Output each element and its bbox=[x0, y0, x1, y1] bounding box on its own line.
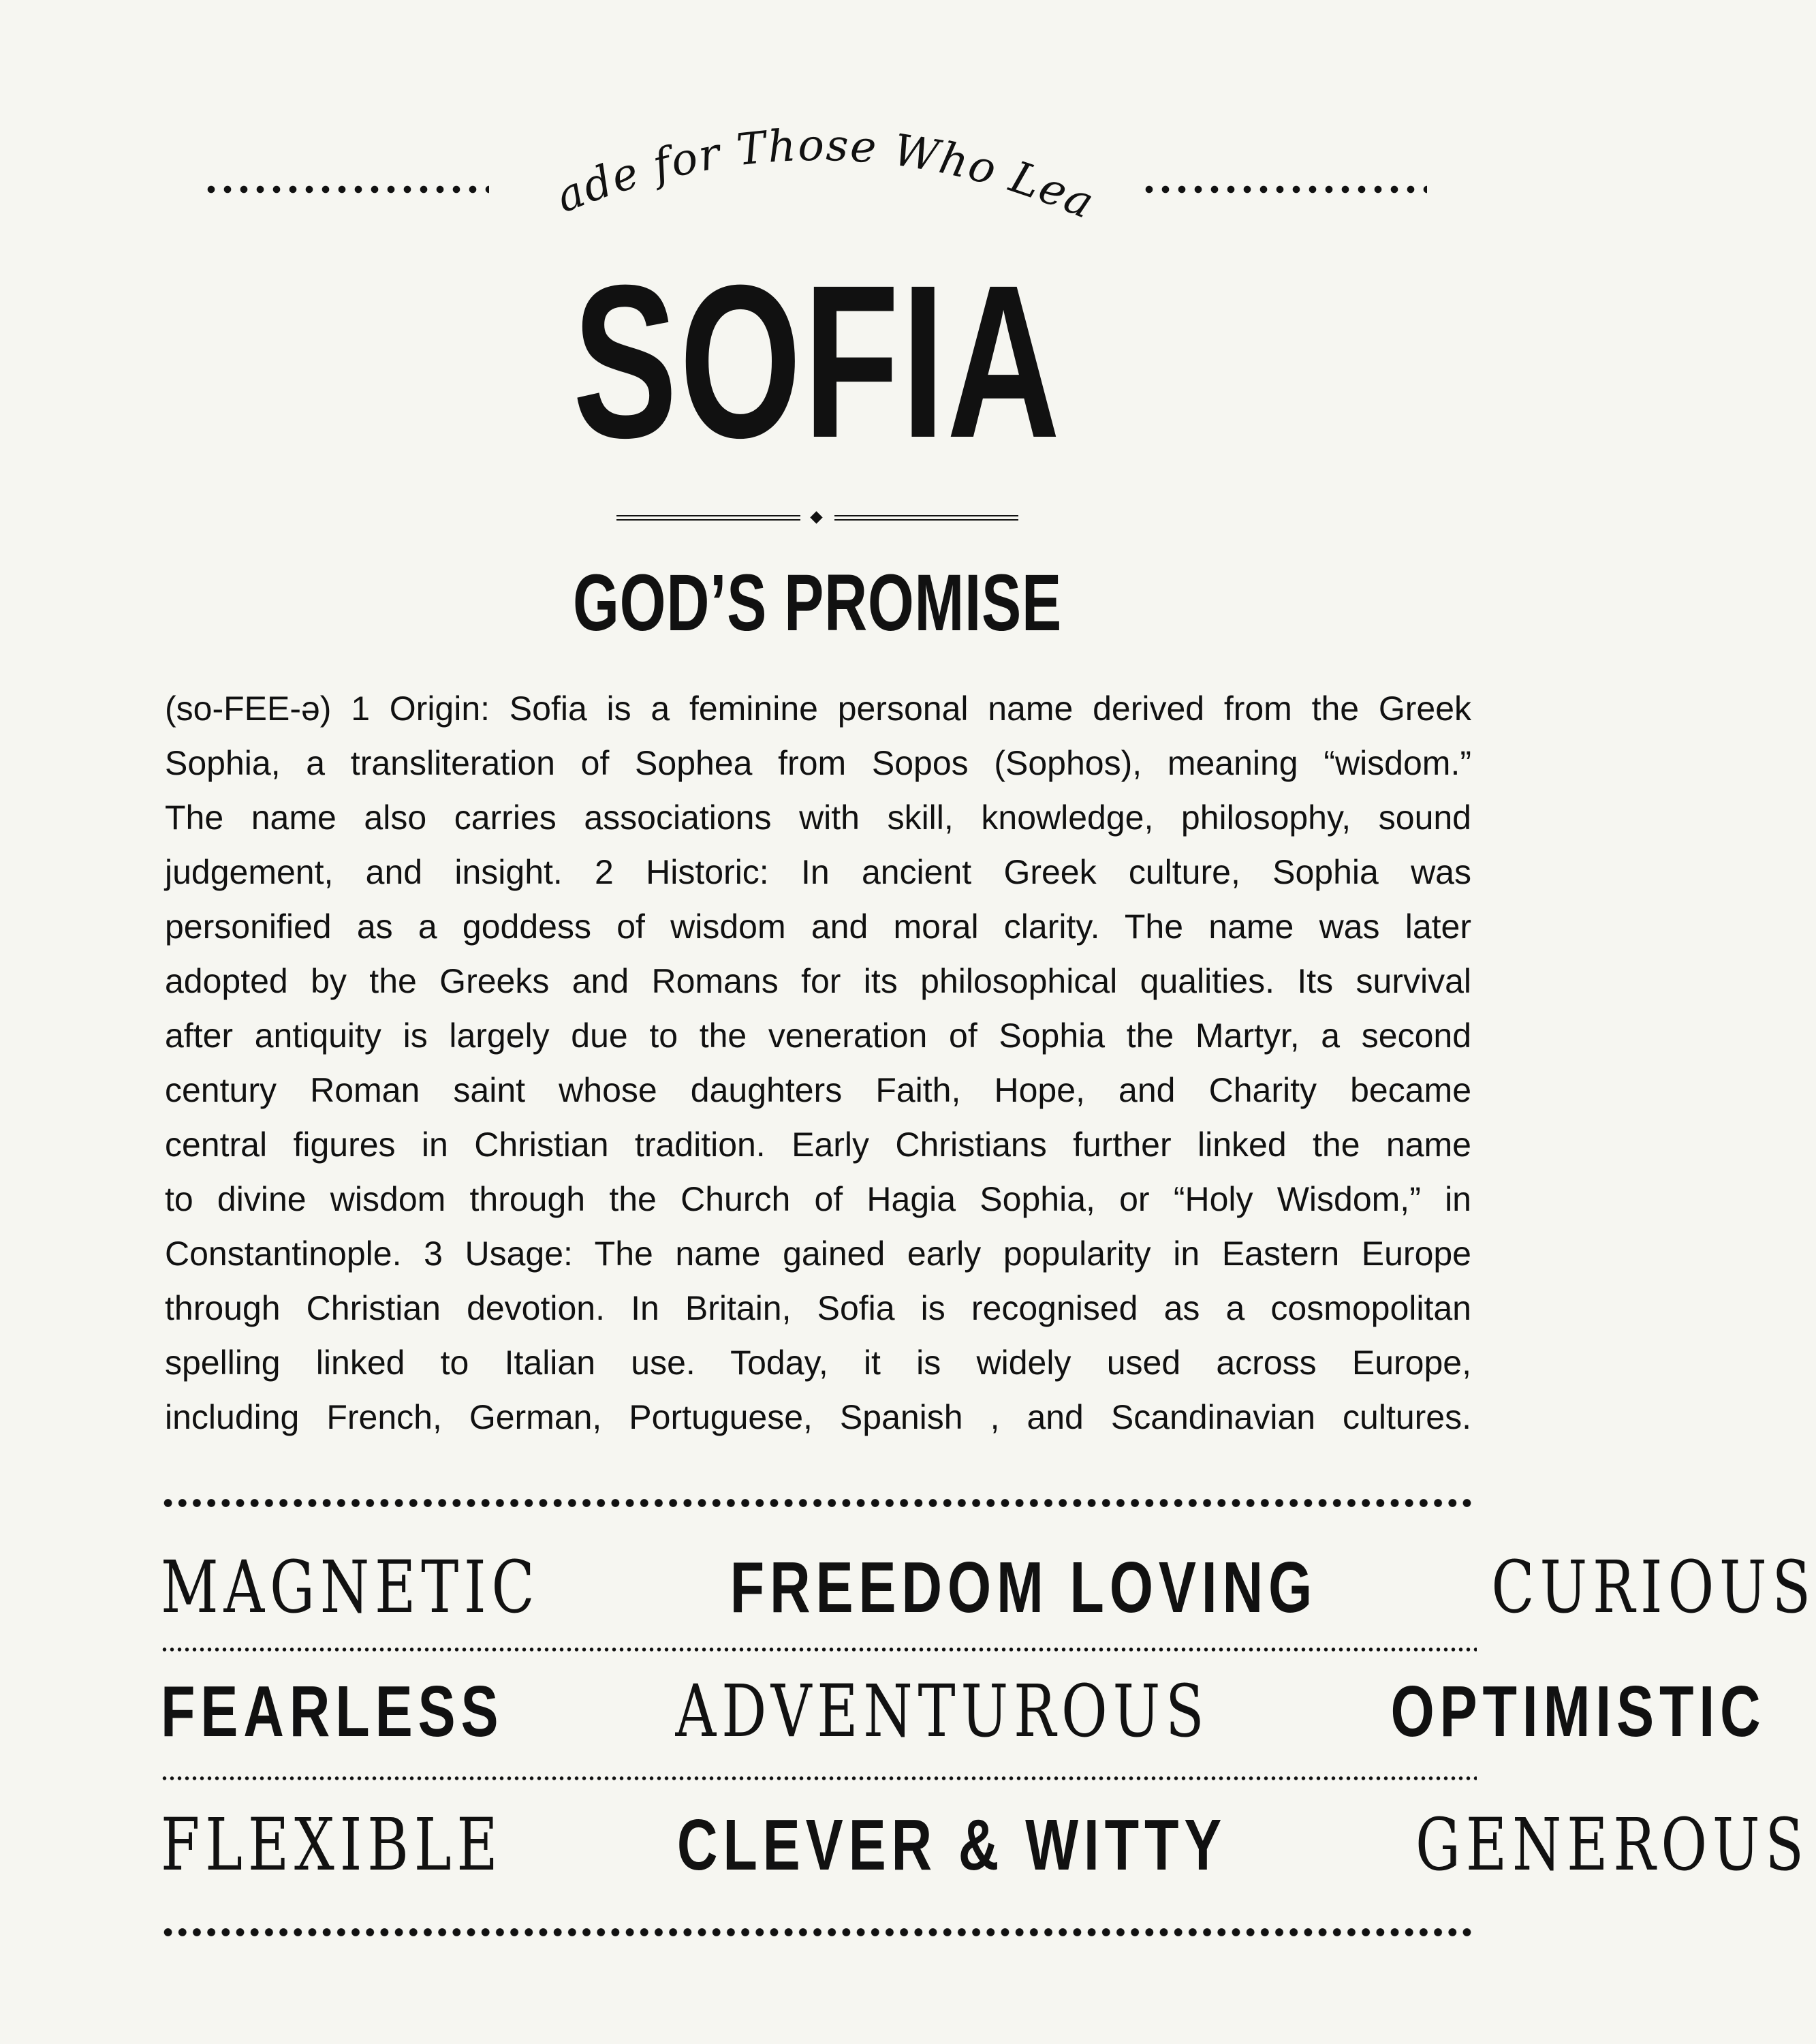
ornament-line-right bbox=[834, 515, 1018, 521]
trait-row-2 bbox=[161, 1669, 1767, 1753]
description-line: The name also carries associations with skill, knowledge, philosophy, sound bbox=[165, 799, 1471, 837]
trait-row-3 bbox=[161, 1803, 1810, 1887]
dotted-rule-right bbox=[1141, 184, 1427, 195]
description-line: spelling linked to Italian use. Today, it is widely used across Europe, bbox=[165, 1344, 1471, 1382]
description-line: adopted by the Greeks and Romans for its philosophical qualities. Its survival bbox=[165, 962, 1471, 1000]
tagline-arc bbox=[495, 76, 1117, 238]
dotted-separator bbox=[161, 1776, 1477, 1781]
description-line: through Christian devotion. In Britain, Sofia is recognised as a cosmopolitan bbox=[165, 1289, 1471, 1327]
trait-word: FLEXIBLE bbox=[161, 1803, 503, 1887]
dotted-separator bbox=[161, 1647, 1477, 1652]
description-line: (so-FEE-ə) 1 Origin: Sofia is a feminine personal name derived from the Greek bbox=[165, 690, 1471, 728]
name-title: SOFIA bbox=[572, 239, 1063, 483]
trait-word: FEARLESS bbox=[161, 1671, 504, 1752]
description-line: central figures in Christian tradition. Early Christians further linked the name bbox=[165, 1126, 1471, 1164]
trait-word: FREEDOM LOVING bbox=[730, 1547, 1317, 1628]
name-meaning: GOD’S PROMISE bbox=[572, 558, 1062, 648]
description-line: to divine wisdom through the Church of Hagia Sophia, or “Holy Wisdom,” in bbox=[165, 1180, 1471, 1218]
trait-row-1 bbox=[161, 1545, 1816, 1629]
trait-word: OPTIMISTIC bbox=[1390, 1671, 1767, 1752]
description-line: including French, German, Portuguese, Spanish , and Scandinavian cultures. bbox=[165, 1398, 1471, 1436]
dotted-rule-bottom bbox=[161, 1927, 1477, 1938]
dotted-rule-left bbox=[203, 184, 489, 195]
description-line: personified as a goddess of wisdom and moral clarity. The name was later bbox=[165, 908, 1471, 946]
description-line: after antiquity is largely due to the veneration of Sophia the Martyr, a second bbox=[165, 1017, 1471, 1055]
description-line: Sophia, a transliteration of Sophea from Sopos (Sophos), meaning “wisdom.” bbox=[165, 744, 1471, 782]
ornament-divider bbox=[616, 512, 1018, 529]
ornament-line-left bbox=[616, 515, 800, 521]
trait-word: CLEVER & WITTY bbox=[677, 1805, 1227, 1885]
trait-word: GENEROUS bbox=[1415, 1803, 1810, 1887]
dotted-rule-top bbox=[161, 1498, 1477, 1508]
trait-word: CURIOUS bbox=[1491, 1545, 1816, 1629]
trait-word: ADVENTUROUS bbox=[675, 1669, 1210, 1753]
name-description bbox=[165, 681, 1471, 1444]
description-line: century Roman saint whose daughters Faith, Hope, and Charity became bbox=[165, 1071, 1471, 1109]
diamond-icon bbox=[810, 511, 822, 523]
tagline-textpath: Made for Those Who Lead bbox=[495, 76, 1102, 230]
trait-word: MAGNETIC bbox=[161, 1545, 540, 1629]
tagline-row bbox=[0, 76, 1635, 238]
description-line: Constantinople. 3 Usage: The name gained early popularity in Eastern Europe bbox=[165, 1235, 1471, 1273]
tagline-text bbox=[494, 76, 1101, 230]
description-line: judgement, and insight. 2 Historic: In ancient Greek culture, Sophia was bbox=[165, 853, 1471, 891]
